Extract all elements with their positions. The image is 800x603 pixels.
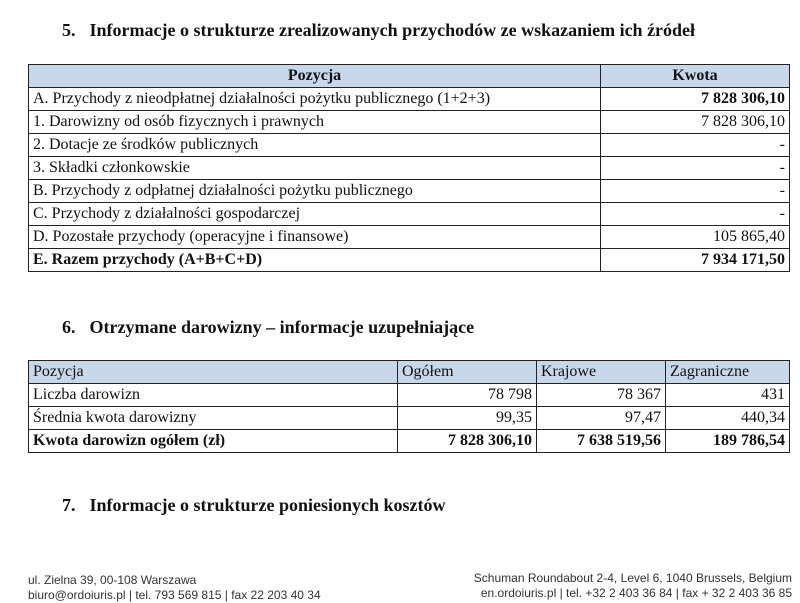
row-foreign: 189 786,54 bbox=[666, 430, 790, 453]
table-row bbox=[29, 407, 790, 430]
section-6-heading bbox=[62, 317, 474, 338]
row-domestic: 7 638 519,56 bbox=[537, 430, 666, 453]
header-pozycja: Pozycja bbox=[29, 361, 398, 384]
table-row bbox=[29, 384, 790, 407]
header-ogolem: Ogółem bbox=[398, 361, 537, 384]
row-label: Liczba darowizn bbox=[29, 384, 398, 407]
revenue-structure-table bbox=[28, 64, 790, 272]
table-row bbox=[29, 134, 790, 157]
row-label: D. Pozostałe przychody (operacyjne i finansowe) bbox=[29, 226, 601, 249]
row-value: 7 934 171,50 bbox=[601, 249, 790, 272]
footer-left bbox=[28, 573, 321, 603]
footer-contact-brussels: en.ordoiuris.pl | tel. +32 2 403 36 84 | fax + 32 2 403 36 85 bbox=[480, 586, 792, 600]
table-row bbox=[29, 203, 790, 226]
row-value: - bbox=[601, 134, 790, 157]
header-pozycja: Pozycja bbox=[29, 65, 601, 88]
header-zagraniczne: Zagraniczne bbox=[666, 361, 790, 384]
row-value: 105 865,40 bbox=[601, 226, 790, 249]
section-7-heading bbox=[62, 495, 445, 516]
table-row bbox=[29, 226, 790, 249]
section-6-title: Otrzymane darowizny – informacje uzupełniające bbox=[89, 317, 475, 337]
row-value: - bbox=[601, 157, 790, 180]
row-label: E. Razem przychody (A+B+C+D) bbox=[29, 249, 601, 272]
footer-right bbox=[474, 571, 792, 601]
row-value: - bbox=[601, 203, 790, 226]
table-row-total bbox=[29, 430, 790, 453]
section-5-title: Informacje o strukturze zrealizowanych przychodów ze wskazaniem ich źródeł bbox=[89, 20, 696, 40]
section-5-number: 5. bbox=[62, 20, 76, 40]
row-label: 2. Dotacje ze środków publicznych bbox=[29, 134, 601, 157]
section-5-heading bbox=[62, 20, 695, 41]
donations-table bbox=[28, 360, 790, 453]
row-value: 7 828 306,10 bbox=[601, 88, 790, 111]
table-header-row bbox=[29, 361, 790, 384]
row-total: 7 828 306,10 bbox=[398, 430, 537, 453]
row-total: 78 798 bbox=[398, 384, 537, 407]
footer-address-brussels: Schuman Roundabout 2-4, Level 6, 1040 Brussels, Belgium bbox=[473, 571, 792, 585]
row-label: 1. Darowizny od osób fizycznych i prawnych bbox=[29, 111, 601, 134]
row-label: Średnia kwota darowizny bbox=[29, 407, 398, 430]
section-7-title: Informacje o strukturze poniesionych kosztów bbox=[89, 495, 446, 515]
row-foreign: 440,34 bbox=[666, 407, 790, 430]
row-label: Kwota darowizn ogółem (zł) bbox=[29, 430, 398, 453]
table-row bbox=[29, 111, 790, 134]
row-value: - bbox=[601, 180, 790, 203]
row-domestic: 97,47 bbox=[537, 407, 666, 430]
row-label: A. Przychody z nieodpłatnej działalności pożytku publicznego (1+2+3) bbox=[29, 88, 601, 111]
table-row bbox=[29, 88, 790, 111]
footer-contact-warsaw: biuro@ordoiuris.pl | tel. 793 569 815 | fax 22 203 40 34 bbox=[28, 588, 321, 602]
header-kwota: Kwota bbox=[601, 65, 790, 88]
row-domestic: 78 367 bbox=[537, 384, 666, 407]
table-header-row bbox=[29, 65, 790, 88]
table-row-total bbox=[29, 249, 790, 272]
table-row bbox=[29, 157, 790, 180]
row-value: 7 828 306,10 bbox=[601, 111, 790, 134]
section-6-number: 6. bbox=[62, 317, 76, 337]
section-7-number: 7. bbox=[62, 495, 76, 515]
row-total: 99,35 bbox=[398, 407, 537, 430]
table-row bbox=[29, 180, 790, 203]
row-label: B. Przychody z odpłatnej działalności pożytku publicznego bbox=[29, 180, 601, 203]
row-label: C. Przychody z działalności gospodarczej bbox=[29, 203, 601, 226]
header-krajowe: Krajowe bbox=[537, 361, 666, 384]
row-foreign: 431 bbox=[666, 384, 790, 407]
row-label: 3. Składki członkowskie bbox=[29, 157, 601, 180]
footer-address-warsaw: ul. Zielna 39, 00-108 Warszawa bbox=[28, 573, 197, 587]
